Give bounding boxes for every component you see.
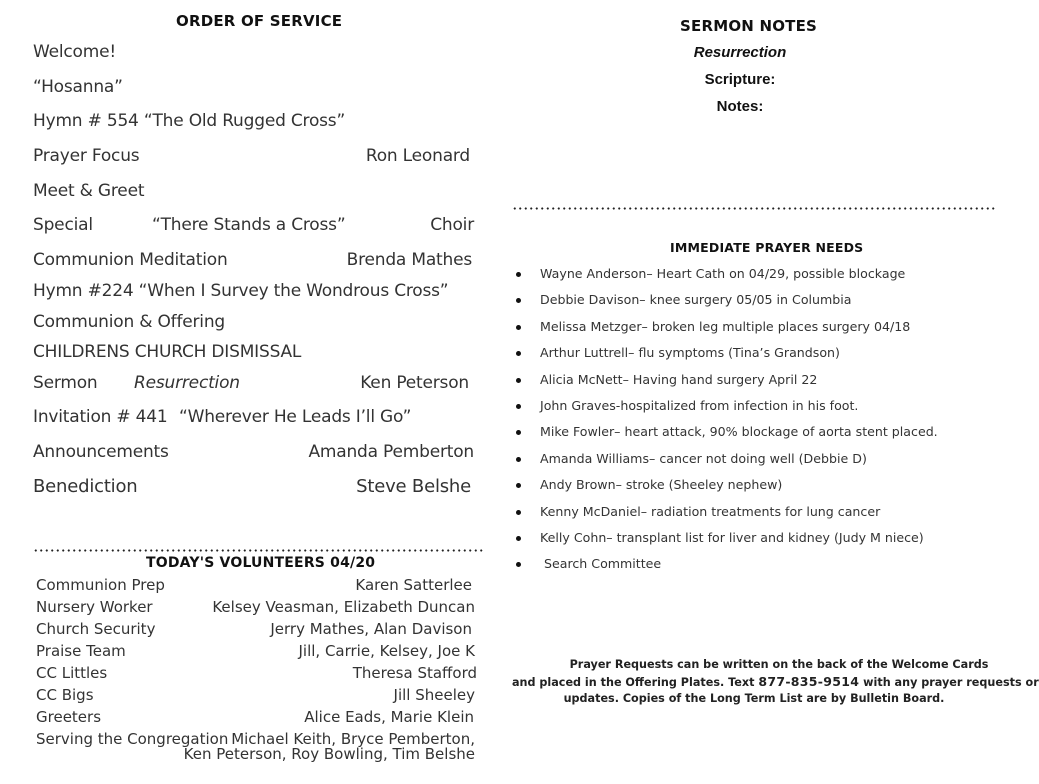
service-item-communion-offering: Communion & Offering [33,312,225,332]
prayer-need-text: Arthur Luttrell– flu symptoms (Tina’s Grandson) [540,345,840,361]
service-item-sermon: Sermon [33,373,98,393]
bullet-icon [516,272,521,277]
volunteer-names: Jerry Mathes, Alan Davison [270,620,472,638]
bullet-icon [516,351,521,356]
prayer-text-phone-number: 877-835-9514 [758,674,860,689]
bullet-icon [516,510,521,515]
prayer-need-item [514,396,938,422]
volunteer-names: Kelsey Veasman, Elizabeth Duncan [212,598,475,616]
prayer-needs-title: IMMEDIATE PRAYER NEEDS [670,240,864,255]
prayer-needs-list [514,264,938,581]
bullet-icon [516,404,521,409]
bullet-icon [516,378,521,383]
prayer-need-item [514,554,938,580]
prayer-need-item [514,370,938,396]
volunteer-role: Communion Prep [36,576,165,594]
prayer-request-line-2-start: and placed in the Offering Plates. Text [512,676,759,689]
volunteer-role: Serving the Congregation [36,730,229,748]
prayer-need-item [514,290,938,316]
service-person-announcements: Amanda Pemberton [308,442,474,462]
prayer-need-item [514,317,938,343]
volunteer-role: Greeters [36,708,102,726]
prayer-need-item [514,264,938,290]
prayer-need-item [514,449,938,475]
bullet-icon [516,483,521,488]
volunteer-role: CC Littles [36,664,108,682]
bullet-icon [516,298,521,303]
prayer-request-line-1: Prayer Requests can be written on the back of the Welcome Cards [569,658,989,671]
volunteer-names: Jill Sheeley [393,686,475,704]
prayer-need-text: Kelly Cohn– transplant list for liver and kidney (Judy M niece) [540,529,924,545]
section-divider-left [33,549,484,552]
prayer-need-text: John Graves-hospitalized from infection in his foot. [540,397,859,413]
bullet-icon [516,457,521,462]
notes-label: Notes: [716,98,764,115]
scripture-label: Scripture: [704,71,776,88]
volunteer-role: CC Bigs [36,686,94,704]
section-divider-right [512,207,997,210]
service-detail-special: “There Stands a Cross” [152,215,346,235]
volunteer-names: Jill, Carrie, Kelsey, Joe K [298,642,475,660]
prayer-need-text: Amanda Williams– cancer not doing well (Debbie D) [540,450,867,466]
service-item-hosanna: “Hosanna” [33,77,123,97]
volunteer-names: Michael Keith, Bryce Pemberton, [231,730,475,748]
service-person-communion-meditation: Brenda Mathes [346,250,472,270]
service-detail-invitation: “Wherever He Leads I’ll Go” [179,407,412,427]
service-person-special: Choir [430,215,474,235]
prayer-need-text: Alicia McNett– Having hand surgery April 22 [540,371,818,387]
service-item-hymn-554: Hymn # 554 “The Old Rugged Cross” [33,111,346,131]
sermon-notes-title: SERMON NOTES [680,17,818,35]
service-person-prayer-focus: Ron Leonard [365,146,470,166]
volunteers-title: TODAY'S VOLUNTEERS 04/20 [146,555,376,571]
service-item-prayer-focus: Prayer Focus [33,146,140,166]
prayer-need-text: Andy Brown– stroke (Sheeley nephew) [540,477,783,493]
prayer-need-item [514,422,938,448]
order-of-service-title: ORDER OF SERVICE [176,12,343,30]
service-detail-sermon: Resurrection [134,373,240,393]
prayer-need-item [514,343,938,369]
service-item-meet-greet: Meet & Greet [33,181,145,201]
volunteer-names-continued: Ken Peterson, Roy Bowling, Tim Belshe [183,745,475,763]
volunteer-names: Karen Satterlee [355,576,472,594]
prayer-need-item [514,502,938,528]
service-item-announcements: Announcements [33,442,169,462]
bullet-icon [516,562,521,567]
service-item-invitation: Invitation # 441 [33,407,168,427]
prayer-need-item [514,528,938,554]
volunteer-role: Church Security [36,620,156,638]
service-item-benediction: Benediction [33,476,138,497]
service-item-special: Special [33,215,93,235]
service-person-sermon: Ken Peterson [360,373,469,393]
bullet-icon [516,430,521,435]
prayer-request-line-2 [512,673,1039,691]
prayer-need-text: Melissa Metzger– broken leg multiple places surgery 04/18 [540,318,911,334]
volunteer-role: Praise Team [36,642,126,660]
prayer-need-text: Debbie Davison– knee surgery 05/05 in Columbia [540,292,852,308]
service-item-communion-meditation: Communion Meditation [33,250,228,270]
prayer-request-line-3: updates. Copies of the Long Term List are by Bulletin Board. [563,692,945,705]
sermon-notes-sermon-title: Resurrection [693,44,787,61]
service-item-childrens-church: CHILDRENS CHURCH DISMISSAL [33,342,302,362]
bullet-icon [516,325,521,330]
volunteer-names: Theresa Stafford [352,664,477,682]
prayer-need-text: Mike Fowler– heart attack, 90% blockage of aorta stent placed. [540,424,938,440]
prayer-need-item [514,475,938,501]
prayer-request-line-2-end: with any prayer requests or [859,676,1039,689]
prayer-need-text: Search Committee [540,556,662,572]
prayer-need-text: Wayne Anderson– Heart Cath on 04/29, possible blockage [540,266,906,281]
service-person-benediction: Steve Belshe [356,476,471,497]
volunteer-names: Alice Eads, Marie Klein [304,708,474,726]
bullet-icon [516,536,521,541]
volunteer-role: Nursery Worker [36,598,153,616]
service-item-hymn-224: Hymn #224 “When I Survey the Wondrous Cross” [33,281,449,301]
service-item-welcome: Welcome! [33,42,116,62]
prayer-need-text: Kenny McDaniel– radiation treatments for lung cancer [540,503,881,519]
